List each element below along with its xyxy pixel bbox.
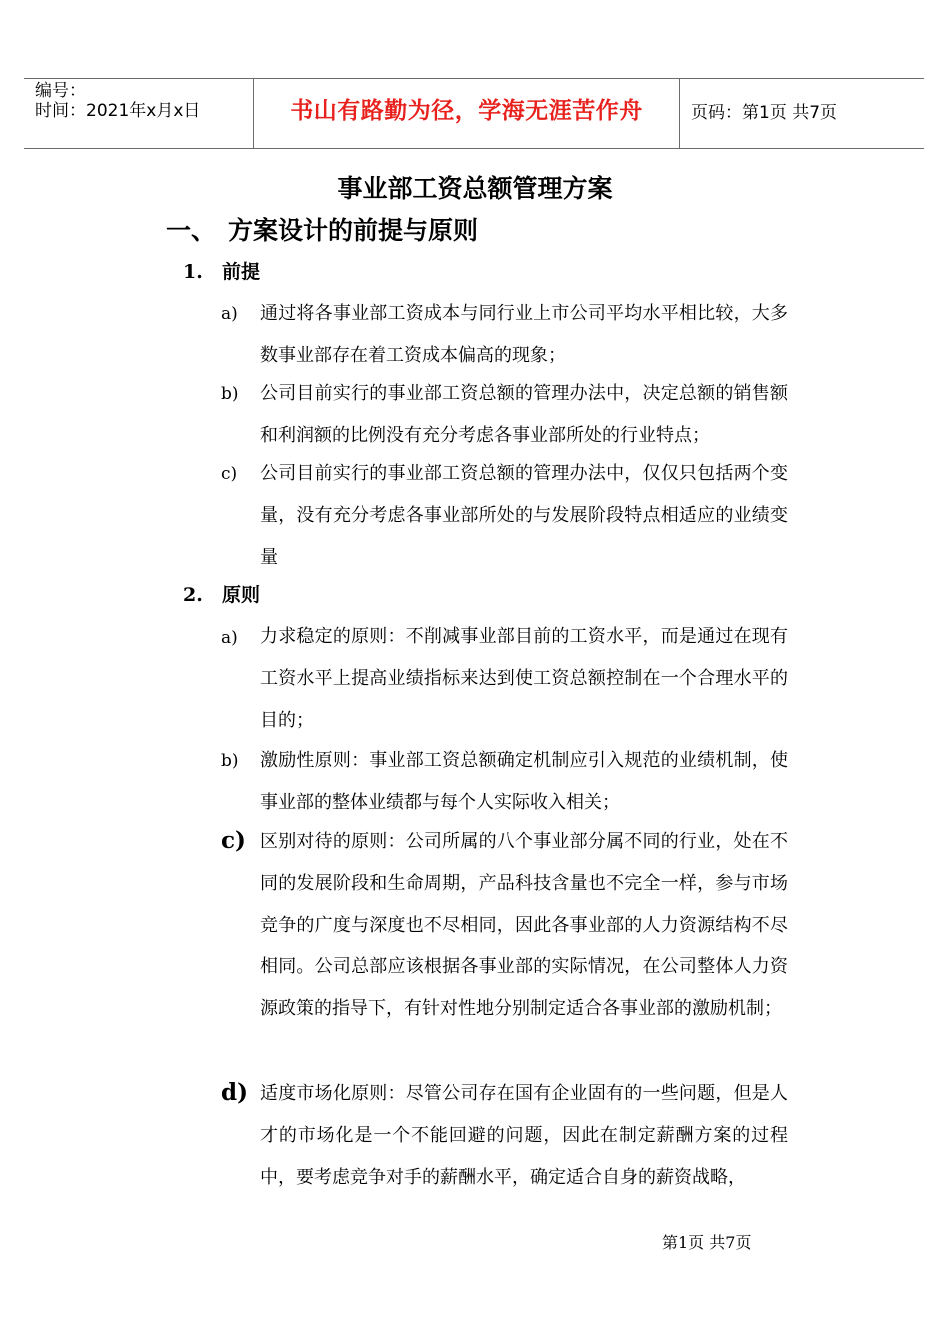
header-left-cell [24,79,253,148]
subsection-2-title: 原则 [222,584,261,606]
header-center-cell [253,79,680,148]
list-item-text: 适度市场化原则：尽管公司存在国有企业固有的一些问题，但是人才的市场化是一个不能回避的问题，因此在制定薪酬方案的过程中，要考虑竞争对手的薪酬水平，确定适合自身的薪资战略， [260,1083,788,1188]
list-item-marker: c) [221,827,246,854]
page-header [24,78,924,149]
header-right-cell [679,79,924,148]
list-item-marker: b) [221,384,239,404]
document-title: 事业部工资总额管理方案 [337,174,613,203]
header-slogan: 书山有路勤为径，学海无涯苦作舟 [290,98,643,124]
list-item-marker: a) [221,304,238,324]
list-item-text: 公司目前实行的事业部工资总额的管理办法中，仅仅只包括两个变量，没有充分考虑各事业部所处的与发展阶段特点相适应的业绩变量 [260,463,788,568]
subsection-1-number: 1. [183,261,203,283]
list-item-text: 区别对待的原则：公司所属的八个事业部分属不同的行业，处在不同的发展阶段和生命周期，产品科技含量也不完全一样，参与市场竞争的广度与深度也不尽相同，因此各事业部的人力资源结构不尽相同。公司总部应该根据各事业部的实际情况，在公司整体人力资源政策的指导下，有针对性地分别制定适合各事业部的激励机制； [260,831,788,1020]
list-item-marker: a) [221,628,238,648]
list-item-text: 通过将各事业部工资成本与同行业上市公司平均水平相比较，大多数事业部存在着工资成本偏高的现象； [260,303,788,366]
list-item-text: 激励性原则：事业部工资总额确定机制应引入规范的业绩机制，使事业部的整体业绩都与每个人实际收入相关； [260,750,788,813]
section-title: 方案设计的前提与原则 [228,216,479,245]
list-item-marker: b) [221,751,239,771]
document-number-label: 编号： [35,81,86,101]
list-item-marker: d) [221,1079,248,1106]
section-number: 一、 [166,216,217,245]
page-footer: 第1页 共7页 [662,1233,752,1252]
subsection-1-title: 前提 [222,261,261,283]
header-page-info: 页码：第1页 共7页 [691,103,838,123]
list-item-text: 力求稳定的原则：不削减事业部目前的工资水平，而是通过在现有工资水平上提高业绩指标来达到使工资总额控制在一个合理水平的目的； [260,626,788,731]
list-item-marker: c) [221,464,238,484]
document-time-label: 时间：2021年x月x日 [35,101,201,121]
list-item-text: 公司目前实行的事业部工资总额的管理办法中，决定总额的销售额和利润额的比例没有充分考虑各事业部所处的行业特点； [260,383,788,446]
subsection-2-number: 2. [183,584,203,606]
